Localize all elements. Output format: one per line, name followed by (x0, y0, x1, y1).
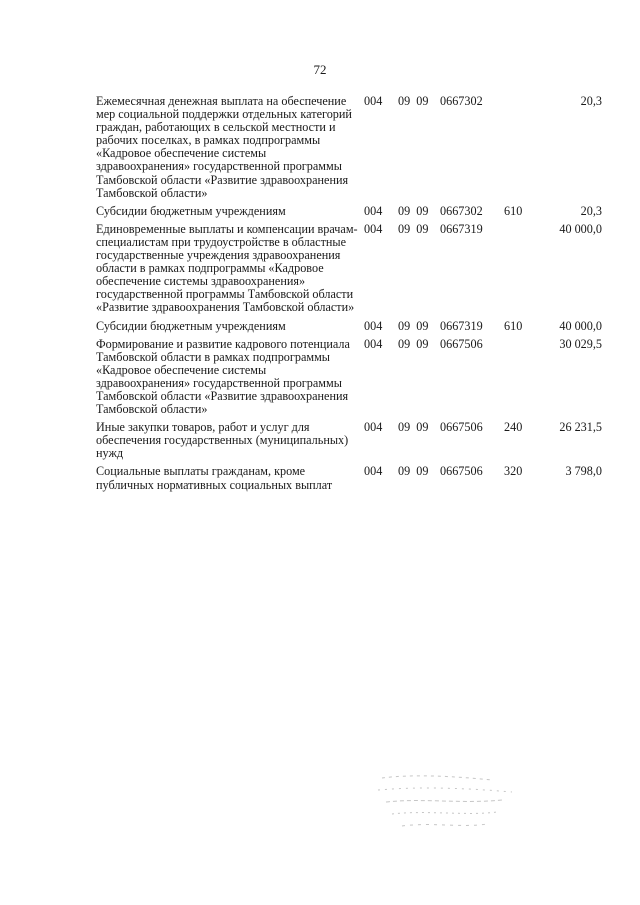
row-amount: 20,3 (580, 94, 602, 108)
table-row (96, 465, 602, 491)
row-description: Формирование и развитие кадрового потенциала Тамбовской области в рамках подпрограммы «Кадровое обеспечение системы здравоохранения» государственной программы Тамбовской области «Развитие здравоохранения Тамбовской области» (96, 336, 350, 417)
table-row (96, 421, 602, 460)
table-row (96, 223, 602, 315)
row-amount: 20,3 (580, 203, 602, 218)
row-section-code: 09 09 (398, 318, 429, 333)
row-description: Социальные выплаты гражданам, кроме публичных нормативных социальных выплат (96, 464, 333, 492)
row-ministry-code: 004 (364, 420, 383, 435)
row-expense-type: 320 (504, 464, 523, 479)
row-section-code: 09 09 (398, 420, 429, 435)
row-expense-type: 610 (504, 318, 523, 333)
row-target-code: 0667319 (440, 221, 483, 236)
row-ministry-code: 004 (364, 94, 383, 108)
row-ministry-code: 004 (364, 203, 383, 218)
row-target-code: 0667506 (440, 336, 483, 351)
row-target-code: 0667319 (440, 318, 483, 333)
row-target-code: 0667302 (440, 94, 483, 108)
row-expense-type: 240 (504, 420, 523, 435)
table-row (96, 320, 602, 333)
row-description: Субсидии бюджетным учреждениям (96, 318, 286, 333)
row-target-code: 0667302 (440, 203, 483, 218)
row-expense-type: 610 (504, 203, 523, 218)
row-section-code: 09 09 (398, 336, 429, 351)
row-ministry-code: 004 (364, 318, 383, 333)
row-description: Ежемесячная денежная выплата на обеспечение мер социальной поддержки отдельных категорий граждан, работающих в сельской местности и рабочих поселках, в рамках подпрограммы «Кадровое обеспечение системы здравоохранения» государственной программы Тамбовской области «Развитие здравоохранения Тамбовской области» (96, 94, 352, 200)
row-amount: 40 000,0 (559, 318, 602, 333)
table-row (96, 205, 602, 218)
row-target-code: 0667506 (440, 420, 483, 435)
row-ministry-code: 004 (364, 221, 383, 236)
row-amount: 3 798,0 (565, 464, 602, 479)
row-ministry-code: 004 (364, 336, 383, 351)
row-description: Единовременные выплаты и компенсации врачам-специалистам при трудоустройстве в областные государственные учреждения здравоохранения области в рамках подпрограммы «Кадровое обеспечение системы здравоохранения» государственной программы Тамбовской области «Развитие здравоохранения Тамбовской области» (96, 221, 358, 315)
row-target-code: 0667506 (440, 464, 483, 479)
row-section-code: 09 09 (398, 464, 429, 479)
row-amount: 26 231,5 (559, 420, 602, 435)
row-section-code: 09 09 (398, 221, 429, 236)
row-amount: 40 000,0 (559, 221, 602, 236)
page-number: 72 (313, 62, 327, 77)
row-section-code: 09 09 (398, 203, 429, 218)
faded-stamp-mark (372, 770, 522, 840)
row-description: Субсидии бюджетным учреждениям (96, 203, 286, 218)
row-amount: 30 029,5 (559, 336, 602, 351)
row-ministry-code: 004 (364, 464, 383, 479)
row-section-code: 09 09 (398, 94, 429, 108)
row-description: Иные закупки товаров, работ и услуг для обеспечения государственных (муниципальных) нужд (96, 420, 349, 461)
table-row (96, 95, 602, 200)
budget-table (96, 95, 602, 497)
table-row (96, 338, 602, 417)
